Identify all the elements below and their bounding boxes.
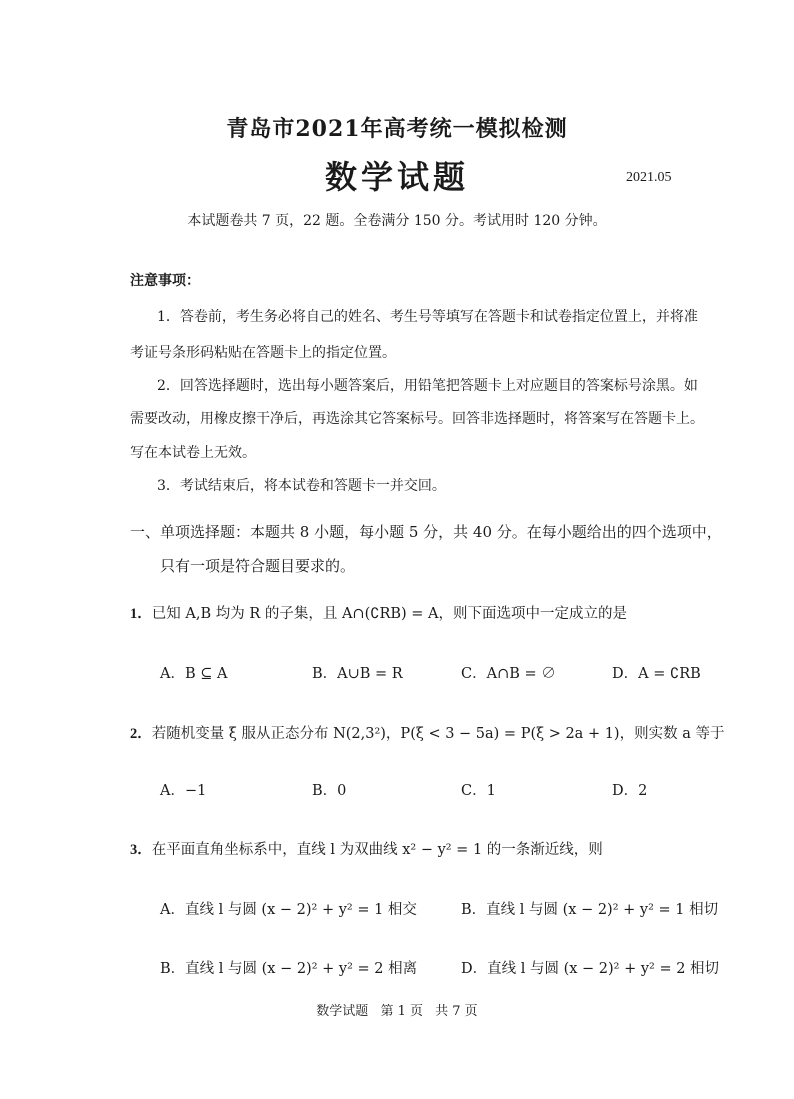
exam-date: 2021.05 — [626, 170, 672, 185]
question-3-option-c: B．直线 l 与圆 (x − 2)² + y² = 2 相离 — [160, 961, 418, 977]
question-1 — [130, 602, 627, 623]
exam-title: 青岛市2021年高考统一模拟检测 — [226, 116, 568, 142]
question-3-option-d: D．直线 l 与圆 (x − 2)² + y² = 2 相切 — [461, 961, 720, 977]
question-1-option-c: C．A∩B = ∅ — [461, 666, 556, 682]
question-3-option-a: A．直线 l 与圆 (x − 2)² + y² = 1 相交 — [160, 902, 417, 918]
question-2-option-a: A．−1 — [160, 783, 207, 799]
question-3-option-b: B．直线 l 与圆 (x − 2)² + y² = 1 相切 — [461, 902, 719, 918]
question-2-option-d: D．2 — [612, 783, 648, 799]
notice-item-2-line-1: 2．回答选择题时，选出每小题答案后，用铅笔把答题卡上对应题目的答案标号涂黑。如 — [157, 378, 698, 394]
question-2-option-b: B．0 — [312, 783, 347, 799]
question-1-stem: 已知 A,B 均为 R 的子集，且 A∩(∁RB) = A，则下面选项中一定成立的是 — [151, 606, 628, 622]
section-1-heading-line-2: 只有一项是符合题目要求的。 — [160, 557, 356, 575]
footer-title: 数学试题 — [316, 1004, 369, 1019]
notice-item-1-line-1: 1．答卷前，考生务必将自己的姓名、考生号等填写在答题卡和试卷指定位置上，并将准 — [157, 309, 698, 325]
question-2-stem: 若随机变量 ξ 服从正态分布 N(2,3²)，P(ξ < 3 − 5a) = P(ξ > 2a + 1)，则实数 a 等于 — [151, 726, 725, 742]
question-3-number: 3． — [130, 842, 152, 858]
notice-heading: 注意事项： — [130, 273, 200, 289]
page-footer — [0, 1000, 794, 1019]
section-1-heading: 一、单项选择题：本题共 8 小题，每小题 5 分，共 40 分。在每小题给出的四个选项中， — [130, 523, 722, 541]
exam-subtitle: 数学试题 — [324, 158, 469, 196]
notice-item-2-line-2: 需要改动，用橡皮擦干净后，再选涂其它答案标号。回答非选择题时，将答案写在答题卡上。 — [130, 411, 704, 427]
notice-item-3: 3．考试结束后，将本试卷和答题卡一并交回。 — [157, 478, 446, 494]
question-2-number: 2． — [130, 726, 152, 742]
footer-page-number: 第 1 页 — [380, 1004, 423, 1019]
notice-item-1-line-2: 考证号条形码粘贴在答题卡上的指定位置。 — [130, 345, 396, 361]
question-3-stem: 在平面直角坐标系中，直线 l 为双曲线 x² − y² = 1 的一条渐近线，则 — [151, 842, 603, 858]
question-2-option-c: C．1 — [461, 783, 496, 799]
question-2 — [130, 722, 724, 743]
question-1-option-d: D．A = ∁RB — [612, 666, 701, 682]
exam-intro: 本试题卷共 7 页，22 题。全卷满分 150 分。考试用时 120 分钟。 — [187, 213, 607, 229]
notice-item-2-line-3: 写在本试卷上无效。 — [130, 445, 256, 461]
question-3 — [130, 838, 603, 859]
question-1-option-b: B．A∪B = R — [312, 666, 403, 682]
footer-total-pages: 共 7 页 — [435, 1004, 478, 1019]
question-1-option-a: A．B ⊆ A — [160, 666, 228, 682]
question-1-number: 1． — [130, 606, 152, 622]
